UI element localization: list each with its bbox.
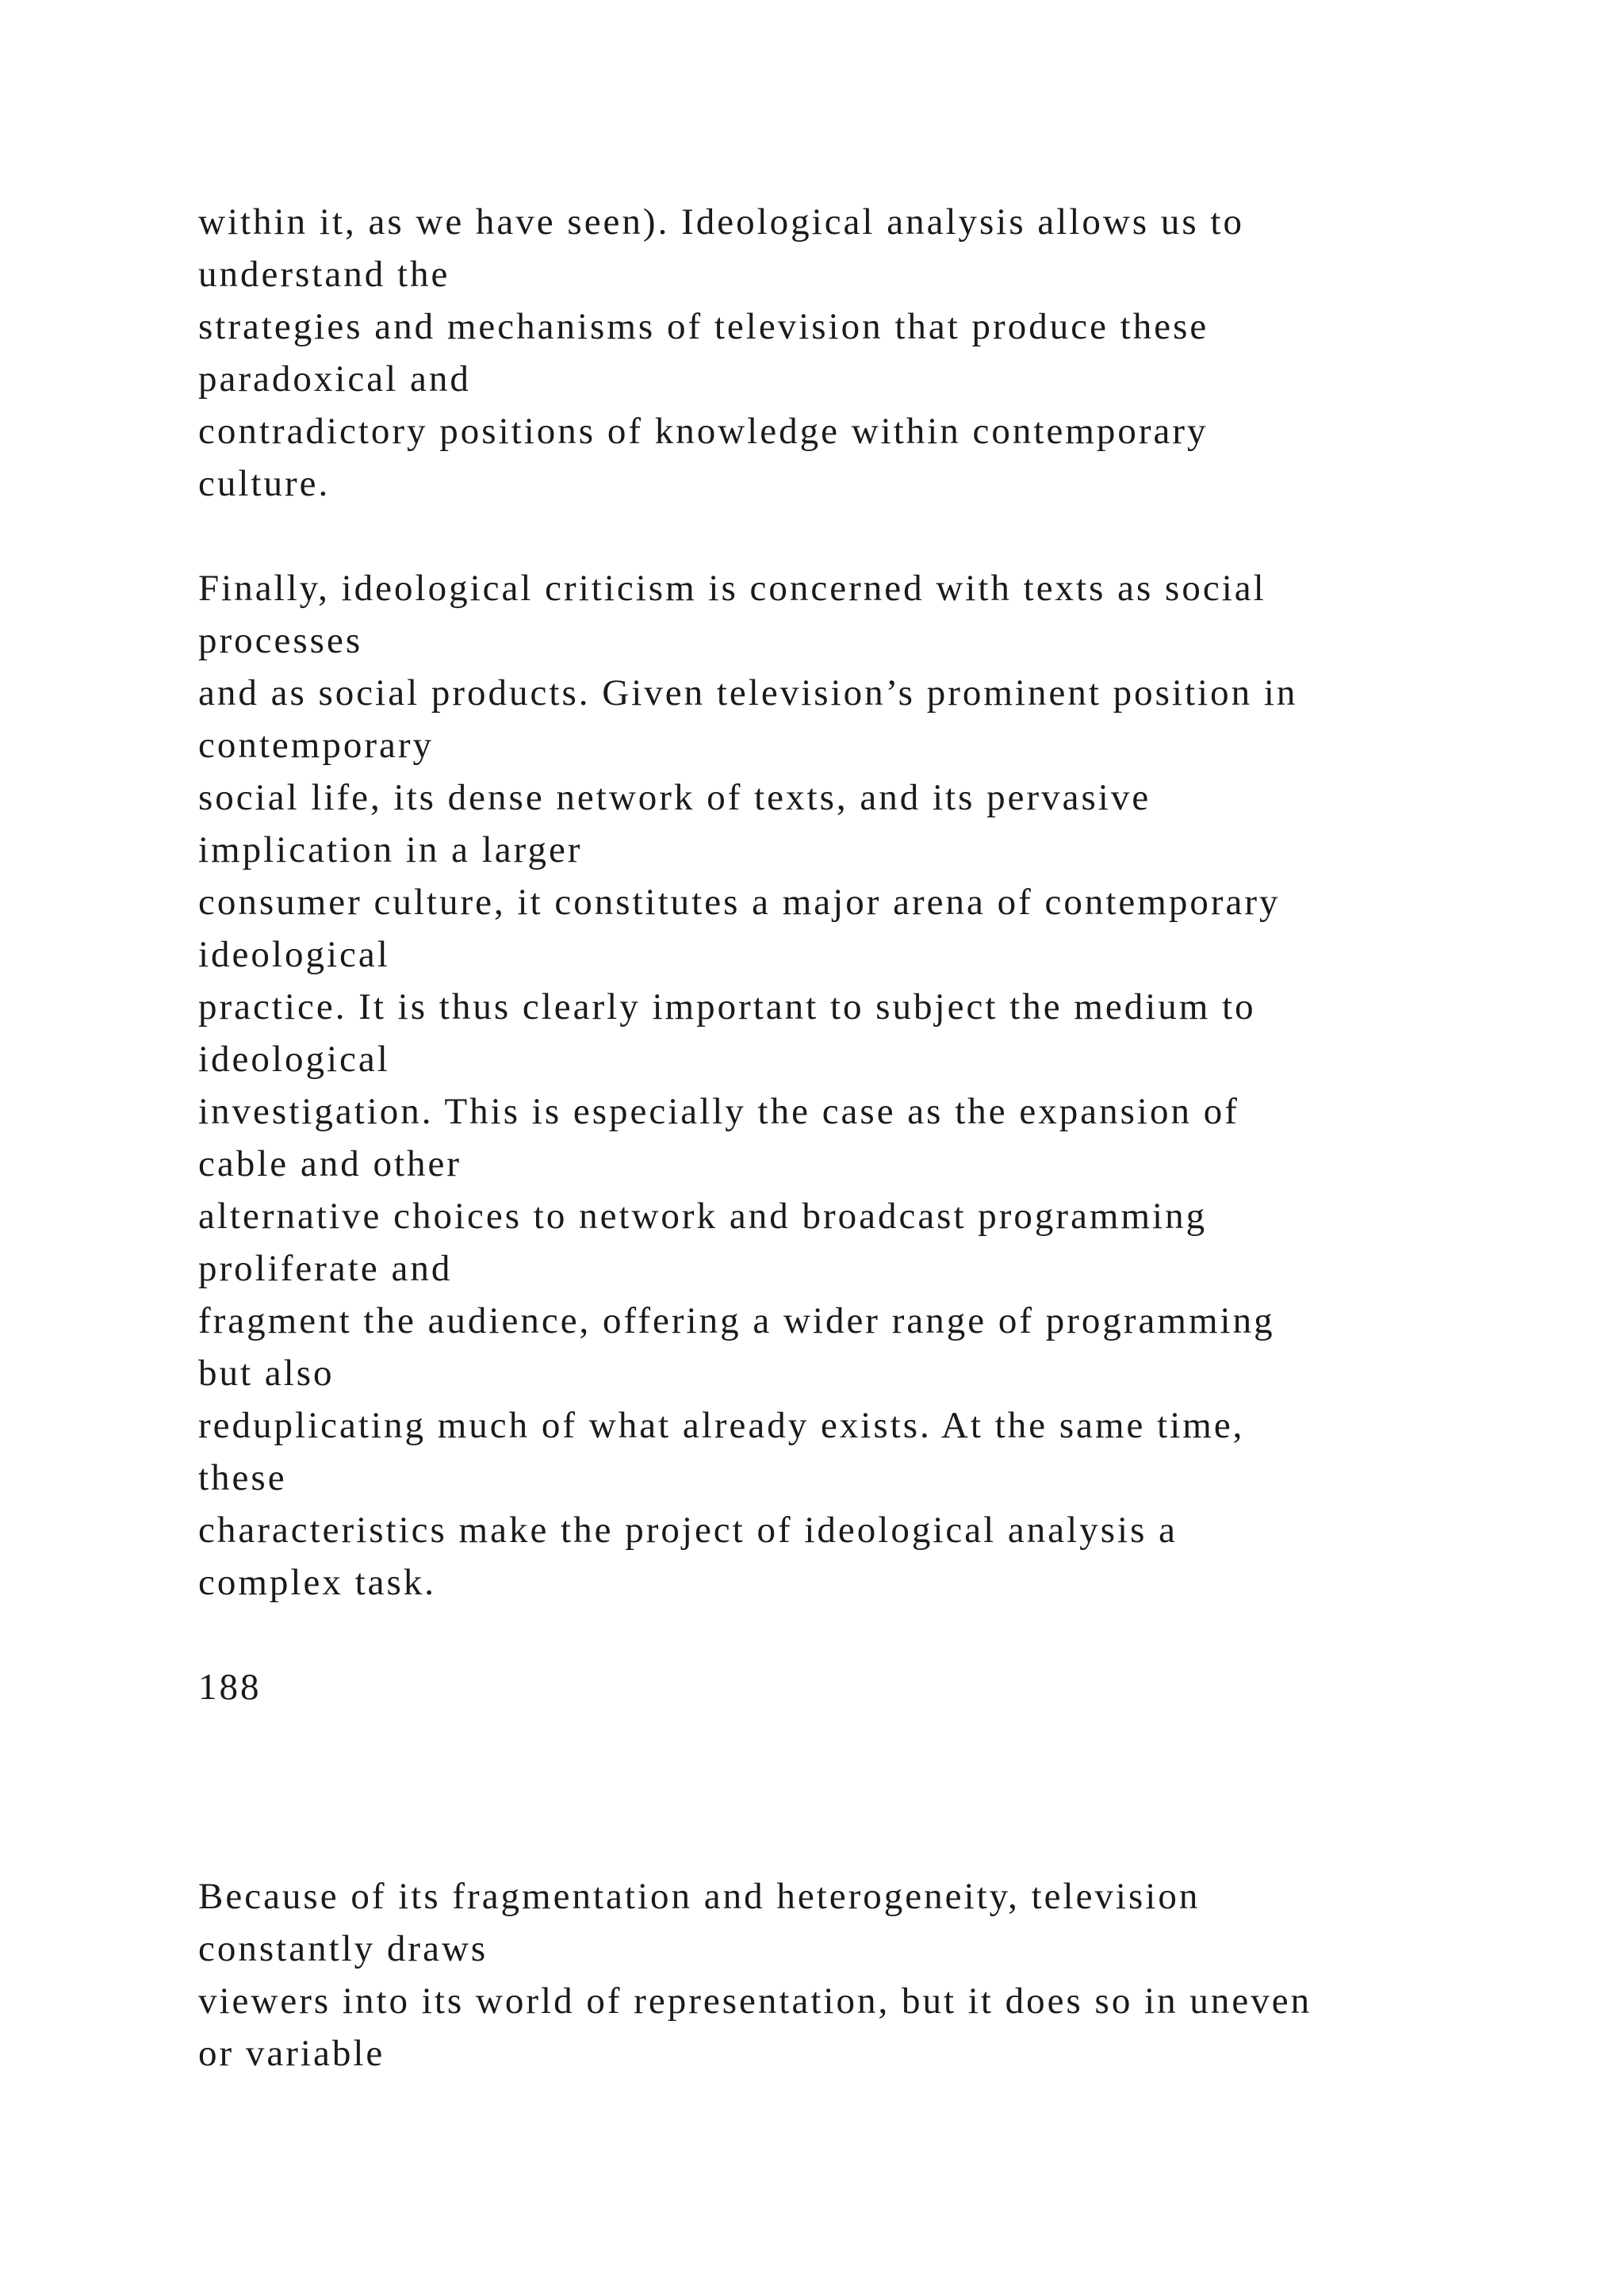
text-line: viewers into its world of representation, but it does so in uneven bbox=[198, 1980, 1312, 2022]
text-line: complex task. bbox=[198, 1562, 437, 1603]
text-line: investigation. This is especially the case as the expansion of bbox=[198, 1091, 1239, 1132]
paragraph-2 bbox=[198, 562, 1530, 1609]
text-line: culture. bbox=[198, 463, 331, 504]
text-line: Because of its fragmentation and heterogeneity, television bbox=[198, 1876, 1201, 1917]
text-line: ideological bbox=[198, 934, 390, 975]
paragraph-3 bbox=[198, 1870, 1530, 2080]
text-line: ideological bbox=[198, 1039, 390, 1080]
text-line: reduplicating much of what already exists. At the same time, bbox=[198, 1405, 1245, 1446]
text-line: contemporary bbox=[198, 725, 435, 766]
text-line: or variable bbox=[198, 2033, 385, 2074]
text-line: and as social products. Given television’s prominent position in bbox=[198, 672, 1298, 714]
text-line: processes bbox=[198, 620, 363, 661]
text-line: contradictory positions of knowledge within contemporary bbox=[198, 411, 1208, 452]
text-line: understand the bbox=[198, 254, 450, 295]
text-line: characteristics make the project of ideological analysis a bbox=[198, 1510, 1178, 1551]
text-line: strategies and mechanisms of television that produce these bbox=[198, 306, 1209, 347]
text-line: Finally, ideological criticism is concerned with texts as social bbox=[198, 568, 1266, 609]
text-line: practice. It is thus clearly important to subject the medium to bbox=[198, 986, 1256, 1027]
text-line: but also bbox=[198, 1353, 335, 1394]
text-line: fragment the audience, offering a wider range of programming bbox=[198, 1300, 1275, 1341]
text-line: implication in a larger bbox=[198, 829, 583, 871]
page-number: 188 bbox=[198, 1667, 262, 1708]
text-line: within it, as we have seen). Ideological analysis allows us to bbox=[198, 201, 1244, 243]
text-line: alternative choices to network and broadcast programming bbox=[198, 1196, 1208, 1237]
text-line: proliferate and bbox=[198, 1248, 453, 1289]
text-line: constantly draws bbox=[198, 1928, 488, 1969]
text-line: cable and other bbox=[198, 1143, 462, 1184]
text-line: consumer culture, it constitutes a major arena of contemporary bbox=[198, 882, 1281, 923]
text-line: paradoxical and bbox=[198, 358, 471, 400]
paragraph-1 bbox=[198, 196, 1530, 510]
text-line: these bbox=[198, 1457, 287, 1498]
text-line: social life, its dense network of texts, and its pervasive bbox=[198, 777, 1151, 818]
